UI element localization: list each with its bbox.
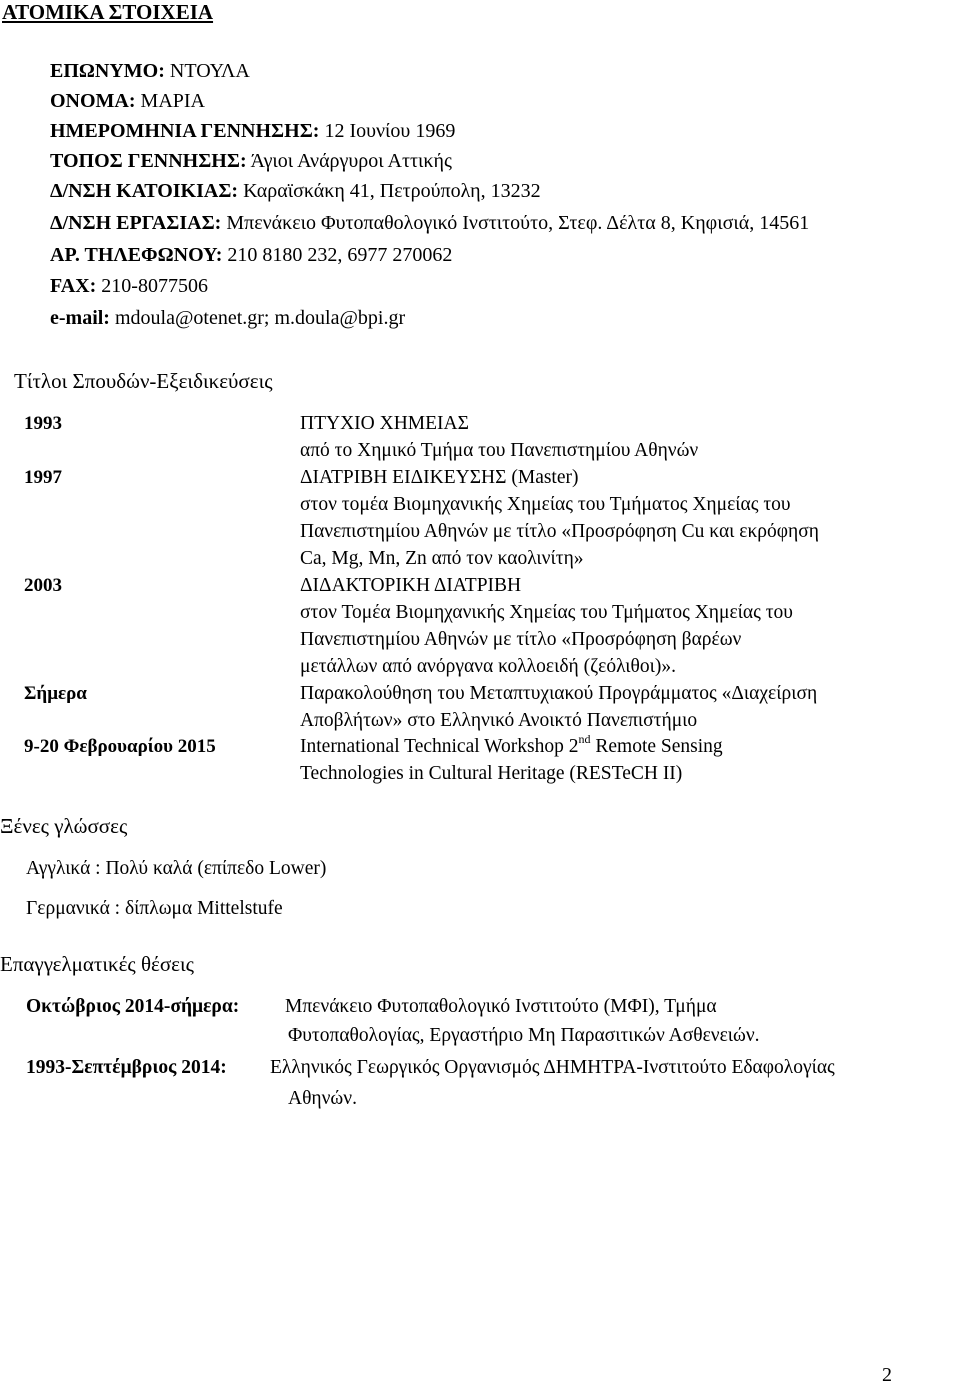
education-line: στον τομέα Βιομηχανικής Χημείας του Τμήματος Χημείας του: [300, 494, 791, 515]
education-line: Παρακολούθηση του Μεταπτυχιακού Προγράμματος «Διαχείριση: [300, 683, 818, 704]
education-date: 9-20 Φεβρουαρίου 2015: [24, 736, 216, 757]
education-line: μετάλλων από ανόργανα κολλοειδή (ζεόλιθοι)».: [300, 656, 677, 677]
personal-birthdate: [50, 119, 455, 143]
field-label: ΕΠΩΝΥΜΟ:: [50, 60, 165, 82]
field-label: e-mail:: [50, 307, 110, 329]
personal-email: [50, 306, 405, 330]
field-value: ΜΑΡΙΑ: [135, 90, 205, 112]
education-line: στον Τομέα Βιομηχανικής Χημείας του Τμήματος Χημείας του: [300, 602, 793, 623]
language-item: Αγγλικά : Πολύ καλά (επίπεδο Lower): [26, 858, 327, 879]
field-value: 12 Ιουνίου 1969: [319, 120, 456, 142]
personal-birthplace: [50, 149, 452, 173]
personal-home-address: [50, 179, 541, 203]
field-value: 210-8077506: [96, 275, 208, 297]
education-date: 1993: [24, 413, 62, 434]
field-label: FAX:: [50, 275, 97, 297]
field-value: 210 8180 232, 6977 270062: [222, 244, 453, 266]
education-line: Technologies in Cultural Heritage (RESTeCH II): [300, 763, 683, 784]
education-date: Σήμερα: [24, 683, 87, 704]
education-line: Αποβλήτων» στο Ελληνικό Ανοικτό Πανεπιστήμιο: [300, 710, 698, 731]
personal-surname: [50, 59, 250, 83]
field-label: ΤΟΠΟΣ ΓΕΝΝΗΣΗΣ:: [50, 150, 247, 172]
education-line: ΔΙΔΑΚΤΟΡΙΚΗ ΔΙΑΤΡΙΒΗ: [300, 575, 522, 596]
field-label: ΑΡ. ΤΗΛΕΦΩΝΟΥ:: [50, 244, 223, 266]
position-line: Φυτοπαθολογίας, Εργαστήριο Μη Παρασιτικών Ασθενειών.: [288, 1025, 760, 1046]
position-line: Μπενάκειο Φυτοπαθολογικό Ινστιτούτο (ΜΦΙ), Τμήμα: [285, 996, 717, 1017]
page-number: 2: [882, 1364, 892, 1386]
education-date: 1997: [24, 467, 62, 488]
personal-name: [50, 89, 205, 113]
personal-work-address: [50, 211, 809, 235]
positions-heading: Επαγγελματικές θέσεις: [0, 952, 194, 976]
field-label: Δ/ΝΣΗ ΕΡΓΑΣΙΑΣ:: [50, 212, 222, 234]
education-heading: Τίτλοι Σπουδών-Εξειδικεύσεις: [14, 369, 273, 393]
ordinal-suffix: nd: [578, 731, 591, 746]
education-line: ΔΙΑΤΡΙΒΗ ΕΙΔΙΚΕΥΣΗΣ (Master): [300, 467, 579, 488]
education-line-part: Remote Sensing: [590, 736, 723, 757]
position-line: Αθηνών.: [288, 1088, 357, 1109]
field-value: Άγιοι Ανάργυροι Αττικής: [246, 150, 452, 172]
field-value: mdoula@otenet.gr; m.doula@bpi.gr: [109, 307, 406, 329]
education-line: από το Χημικό Τμήμα του Πανεπιστημίου Αθηνών: [300, 440, 699, 461]
personal-phone: [50, 243, 452, 267]
education-line: Πανεπιστημίου Αθηνών με τίτλο «Προσρόφηση Cu και εκρόφηση: [300, 521, 819, 542]
language-item: Γερμανικά : δίπλωμα Mittelstufe: [26, 898, 283, 919]
education-line: Ca, Mg, Mn, Zn από τον καολινίτη»: [300, 548, 584, 569]
position-date: Οκτώβριος 2014-σήμερα:: [26, 996, 240, 1017]
field-label: ΗΜΕΡΟΜΗΝΙΑ ΓΕΝΝΗΣΗΣ:: [50, 120, 320, 142]
position-date: 1993-Σεπτέμβριος 2014:: [26, 1057, 227, 1078]
personal-fax: [50, 274, 208, 298]
education-line: Πανεπιστημίου Αθηνών με τίτλο «Προσρόφηση βαρέων: [300, 629, 742, 650]
education-line-part: International Technical Workshop 2: [300, 736, 579, 757]
field-value: Μπενάκειο Φυτοπαθολογικό Ινστιτούτο, Στεφ. Δέλτα 8, Κηφισιά, 14561: [221, 212, 810, 234]
education-line: ΠΤΥΧΙΟ ΧΗΜΕΙΑΣ: [300, 413, 469, 434]
field-label: Δ/ΝΣΗ ΚΑΤΟΙΚΙΑΣ:: [50, 180, 239, 202]
field-value: Καραϊσκάκη 41, Πετρούπολη, 13232: [238, 180, 541, 202]
languages-heading: Ξένες γλώσσες: [0, 814, 128, 838]
position-line: Ελληνικός Γεωργικός Οργανισμός ΔΗΜΗΤΡΑ-Ινστιτούτο Εδαφολογίας: [270, 1057, 835, 1078]
education-line: [300, 731, 723, 759]
education-date: 2003: [24, 575, 62, 596]
field-value: ΝΤΟΥΛΑ: [164, 60, 250, 82]
page-title: ΑΤΟΜΙΚΑ ΣΤΟΙΧΕΙΑ: [2, 0, 214, 24]
field-label: ΟΝΟΜΑ:: [50, 90, 136, 112]
